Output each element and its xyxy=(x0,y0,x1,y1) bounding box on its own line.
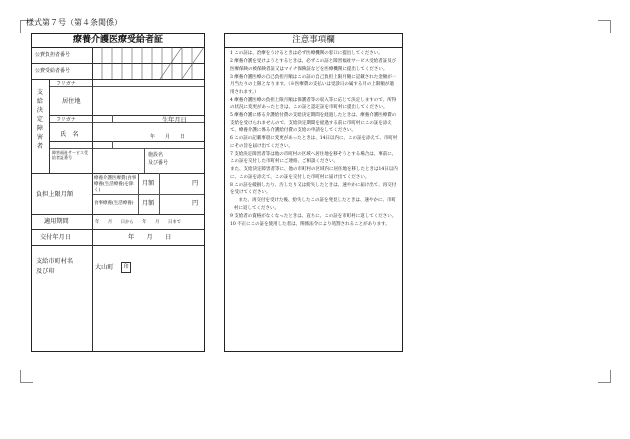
note-item: また、支給決定障害者等に、他の市町村の区域内に居住地を移したときは14日以内に、この証を添えて、この証を交付した市町村に届け出てください。 xyxy=(230,167,398,180)
notes-panel xyxy=(224,33,403,352)
row-line xyxy=(49,148,204,149)
note-item: 5 療養介護に係る介護給付費の支給決定期間を経過したときは、療養介護医療費の支給を受けられませんので、支給決定期間を経過する前に市町村にこの証を添えて、療養介護に係る介護給付費の支給の申請をしてください。 xyxy=(230,113,397,133)
issuer-label: 支給市町村名 xyxy=(36,258,74,265)
copay-food-label: 食事療養(生活療養) xyxy=(94,201,134,206)
note-item: 8 この証を破損したり、汚したり又は紛失したときは、速やかに届け出て、再交付を受けてください。 xyxy=(230,182,397,195)
issuer-label-2: 及び印 xyxy=(36,268,55,275)
note-item: 3 療養介護医療の自己負担月額はこの証の自己負担上限月額に記載された金額が一月当たりの上限となります。（※医療費の支払いは受診日の属する月の上限額が適用されます。） xyxy=(230,74,397,95)
crop-mark-bottom-right xyxy=(598,370,611,383)
recipient-number-label: 公費受給者番号 xyxy=(35,68,71,74)
row-line xyxy=(32,245,204,246)
payer-number-label: 公費負担者番号 xyxy=(35,52,71,58)
note-item: また、再交付を受けた後、紛失したこの証を発見したときは、速やかに、市町村に返してください。 xyxy=(234,198,396,211)
certificate-form xyxy=(31,33,205,352)
issue-date-label: 交付年月日 xyxy=(40,234,71,241)
issuer-town: 大山町 xyxy=(95,264,114,271)
note-item: 2 療養介護を受けようとするときは、必ずこの証と障害福祉サービス受給者証及び医療保険の被保険者証又はマイナ保険証などを医療機関に提出してください。 xyxy=(230,59,397,72)
disability-cert-label: 障害福祉サービス受給者証番号 xyxy=(52,150,88,160)
col-line xyxy=(49,79,50,173)
yen-label: 円 xyxy=(192,180,199,187)
note-item: 10 不正にこの証を使用した者は、関係法令により処罰されることがあります。 xyxy=(230,221,390,227)
row-line xyxy=(32,214,204,215)
col-line xyxy=(92,245,93,351)
row-line xyxy=(49,115,204,116)
monthly-label: 月額 xyxy=(142,180,155,187)
monthly-label-2: 月額 xyxy=(142,200,155,207)
col-line xyxy=(138,173,139,214)
valid-period-label: 適用期間 xyxy=(44,218,69,225)
seal-stamp: 印 xyxy=(121,262,131,273)
row-line xyxy=(49,141,204,142)
facility-label: 施設名 xyxy=(148,152,164,158)
guardian-label: 支 給 決 定 障 害 者 xyxy=(36,89,44,150)
birthdate-label: 生年月日 xyxy=(162,117,187,124)
note-item: 9 支給者の資格がなくなったときは、直ちに、この証を市町村に返してください。 xyxy=(230,213,397,219)
col-line xyxy=(112,141,113,148)
note-item: 7 支給決定障害者等は他の市町村の区域へ居住地を移そうとする場合は、事前に、この証を交付した市町村にご連絡、ご相談ください。 xyxy=(230,151,397,164)
col-line xyxy=(112,115,113,122)
row-line xyxy=(92,194,204,195)
issue-date-value: 年 月 日 xyxy=(128,234,172,241)
crop-mark-bottom-left xyxy=(20,370,33,383)
note-item: 6 この証の記載事項に変更があったときは、14日以内に、この証を添えて、市町村にその旨を届け出てください。 xyxy=(230,136,398,149)
valid-period-value: 年 月 日から 年 月 日まで xyxy=(95,220,181,225)
furigana-label: フリガナ xyxy=(56,81,76,87)
form-number: 様式第７号（第４条関係） xyxy=(26,18,122,27)
furigana-label-2: フリガナ xyxy=(56,117,76,123)
copay-label: 負担上限月額 xyxy=(36,191,74,198)
address-label: 居住地 xyxy=(62,98,81,105)
copay-medical-label: 療養介護医療費(食事療養(生活療養)を除く) xyxy=(94,176,137,193)
facility-label-2: 及び番号 xyxy=(148,160,169,166)
notes-title: 注意事項欄 xyxy=(225,34,402,48)
row-line xyxy=(32,229,204,230)
date-units: 年 月 日 xyxy=(150,134,186,140)
crop-mark-top-right xyxy=(598,20,611,33)
row-line xyxy=(32,173,204,174)
col-line xyxy=(159,173,160,214)
note-item: 1 この証は、治療をうけるときは必ず医療機関の窓口に提出してください。 xyxy=(230,51,383,56)
certificate-title: 療養介護医療受給者証 xyxy=(32,34,204,48)
note-item: 4 療養介護医療の負担上限月額は保護者等の収入等に応じて決定しますので、所得の状況に変更があったときは、この証と認定証を市町村に提出してください。 xyxy=(230,97,397,110)
notes-list xyxy=(230,50,398,229)
col-line xyxy=(144,148,145,173)
name-label: 氏 名 xyxy=(60,131,79,138)
yen-label-2: 円 xyxy=(192,200,199,207)
